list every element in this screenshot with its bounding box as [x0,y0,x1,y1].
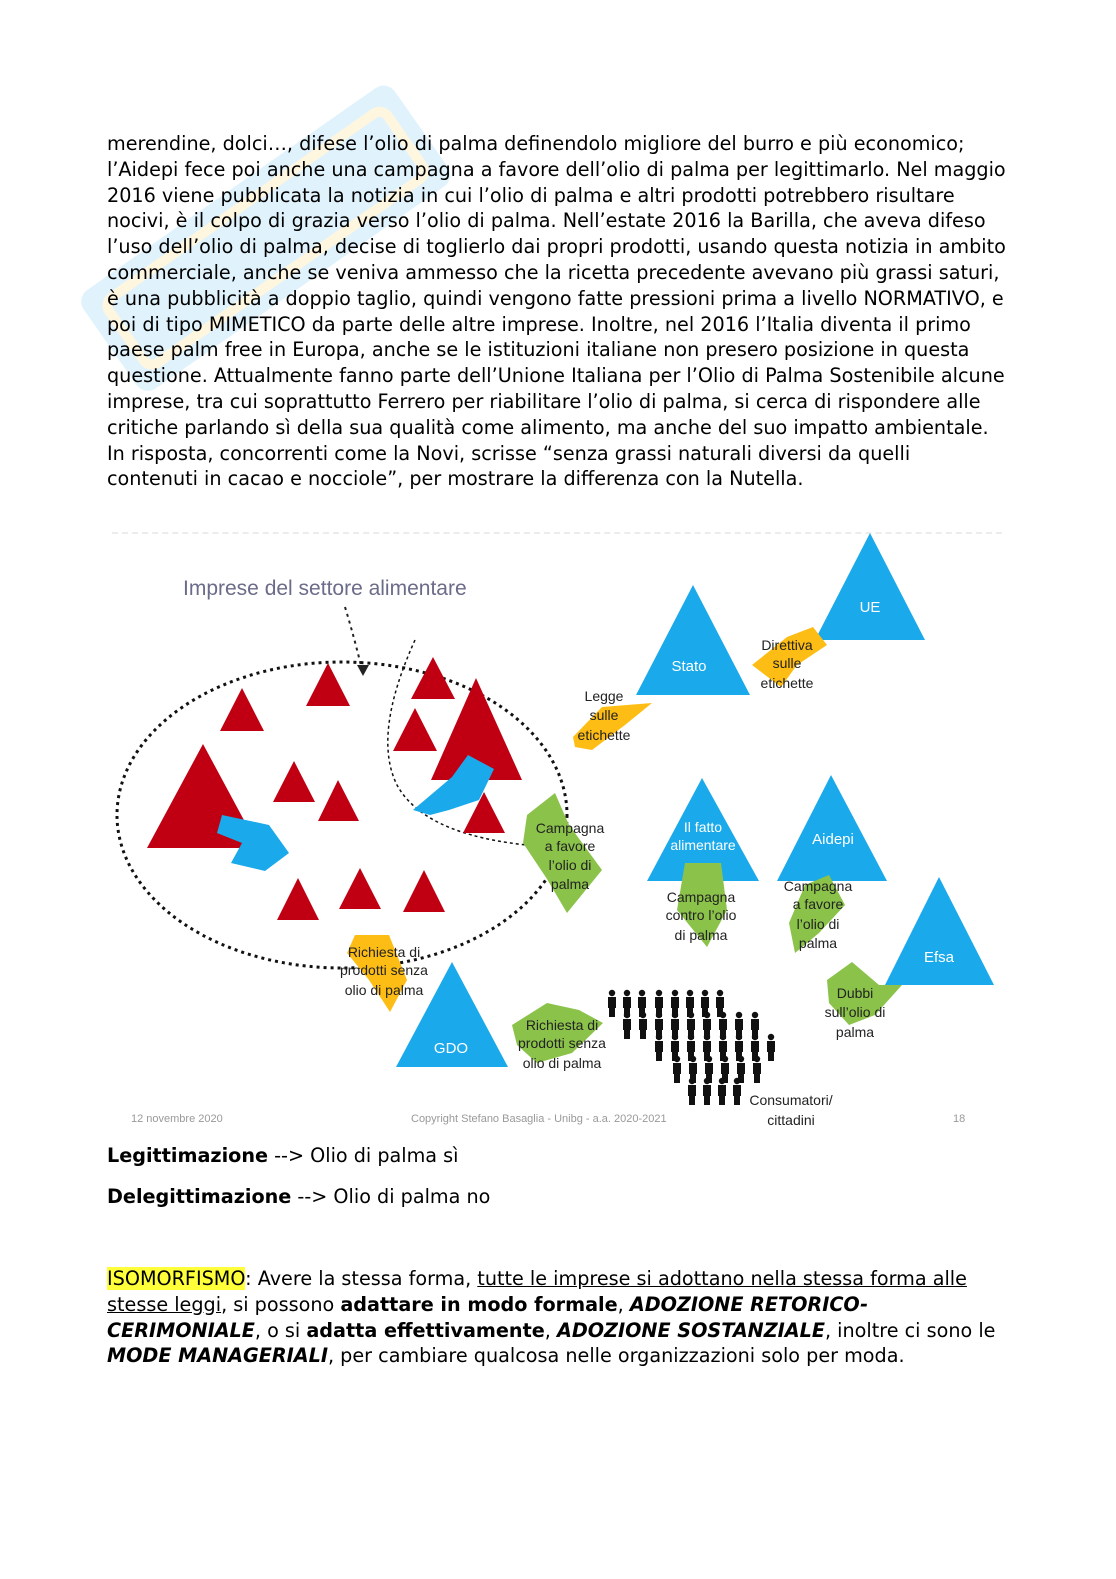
person-icon [718,1078,726,1105]
text-segment: , o si [254,1318,307,1342]
direttiva-label-2: sulle [772,655,802,671]
firm-triangle [393,708,437,751]
gdo-label: GDO [433,1040,469,1057]
firm-triangle [411,657,455,699]
dubbi-label-1: Dubbi [836,985,874,1001]
aidepi-triangle [777,775,887,881]
firm-triangle [318,780,359,821]
firm-triangle [403,870,445,912]
text-segment: , si possono [221,1292,341,1316]
bold-italic-retorico: ADOZIONE RETORICO-CERIMONIALE [107,1292,869,1342]
richiesta2-label-3: olio di palma [522,1055,602,1071]
firm-triangle [306,663,350,706]
campagna-favore-label-4: palma [550,876,590,892]
richiesta1-label-1: Richiesta di [347,944,421,960]
slide-footer-page: 18 [953,1113,966,1125]
consumers-crowd [608,990,775,1105]
bold-formal: adattare in modo formale [340,1292,618,1316]
underlined-definition: tutte le imprese si adottano nella stessa forma alle stesse leggi [107,1267,967,1316]
campagna-favore-label-3: l’olio di [548,857,592,873]
bold-italic-mode: MODE MANAGERIALI [107,1344,328,1368]
person-icon [608,990,616,1017]
stato-label: Stato [671,658,707,675]
campagna-contro-label-1: Campagna [666,889,736,905]
person-icon [753,1056,761,1083]
bold-effettivamente: adatta effettivamente [306,1318,545,1342]
richiesta1-label-2: prodotti senza [340,962,428,978]
text-segment: , [617,1292,630,1316]
legitimation-line [107,1143,459,1169]
campagna-contro-label-3: di palma [674,927,728,943]
campagna-favore2-label-3: l’olio di [796,916,840,932]
person-icon [688,1078,696,1105]
text-segment: , [544,1318,557,1342]
ue-label: UE [859,599,881,616]
isomorfismo-term: ISOMORFISMO [107,1267,246,1290]
campagna-favore-label-2: a favore [544,838,596,854]
richiesta2-label-2: prodotti senza [518,1035,606,1051]
firm-triangle [273,761,315,802]
efsa-label: Efsa [923,949,955,966]
paragraph-palm-oil: merendine, dolci…, difese l’olio di palma definendolo migliore del burro e più economico; l’Aidepi fece poi anche una campagna a favore dell’olio di palma per legittimarlo. Nel maggio 2016 viene pubblicata la notizia in cui l’olio di palma e altri prodotti potrebbero risultare nocivi, è il colpo di grazia verso l’olio di palma. Nell’estate 2016 la Barilla, che aveva difeso l’uso dell’olio di palma, decise di toglierlo dai propri prodotti, usando questa notizia in ambito commerciale, anche se veniva ammesso che la ricetta precedente avevano più grassi saturi, è una pubblicità a doppio taglio, quindi vengono fatte pressioni prima a livello NORMATIVO, e poi di tipo MIMETICO da parte delle altre imprese. Inoltre, nel 2016 l’Italia diventa il primo paese palm free in Europa, anche se le istituzioni italiane non presero posizione in questa questione. Attualmente fanno parte dell’Unione Italiana per l’Olio di Palma Sostenibile alcune imprese, tra cui soprattutto Ferrero per riabilitare l’olio di palma, si cerca di rispondere alle critiche parlando sì della sua qualità come alimento, ma anche del suo impatto ambientale. In risposta, concorrenti come la Novi, scrisse “senza grassi naturali diversi da quelli contenuti in cacao e nocciole”, per mostrare la differenza con la Nutella. [107,132,1006,491]
campagna-favore2-label-2: a favore [792,896,844,912]
dubbi-label-3: palma [835,1024,875,1040]
campagna-favore-label-1: Campagna [535,820,605,836]
campagna-contro-label-2: contro l’olio [665,907,737,923]
legge-label-2: sulle [589,707,619,723]
delegitimation-line [107,1184,490,1210]
slide-footer-copyright: Copyright Stefano Basaglia - Unibg - a.a. 2020-2021 [411,1113,667,1125]
person-icon [767,1034,775,1061]
firm-triangle [277,878,319,920]
person-icon [673,1056,681,1083]
direttiva-label-3: etichette [760,675,814,691]
richiesta1-label-3: olio di palma [344,982,424,998]
person-icon [655,1034,663,1061]
aidepi-label: Aidepi [812,831,854,848]
consumatori-label-2: cittadini [767,1112,815,1128]
person-icon [733,1078,741,1105]
text-segment: , inoltre ci sono le [824,1318,996,1342]
fatto-label-2: alimentare [670,837,736,853]
efsa-triangle [885,877,994,985]
richiesta2-label-1: Richiesta di [525,1017,599,1033]
direttiva-label-1: Direttiva [761,637,813,653]
dubbi-label-2: sull’olio di [824,1004,886,1020]
slide-footer-date: 12 novembre 2020 [131,1113,223,1125]
bold-italic-sostanziale: ADOZIONE SOSTANZIALE [556,1318,825,1342]
paragraph-isomorfismo [107,1266,1007,1369]
delegitimation-rest: --> Olio di palma no [291,1185,491,1208]
legitimation-term: Legittimazione [107,1144,269,1167]
legge-label-1: Legge [584,688,624,704]
person-icon [623,1012,631,1039]
green-arrow-richiesta-2 [512,1003,603,1063]
stato-triangle [636,585,750,695]
text-segment: , per cambiare qualcosa nelle organizzazioni solo per moda. [327,1344,905,1368]
fatto-label-1: Il fatto [683,819,723,835]
campagna-favore2-label-1: Campagna [783,878,853,894]
legitimation-rest: --> Olio di palma sì [268,1144,459,1167]
delegitimation-term: Delegittimazione [107,1185,292,1208]
firm-triangle [220,688,264,731]
firm-triangle [339,868,381,909]
ue-triangle [815,533,925,640]
consumatori-label-1: Consumatori/ [749,1092,833,1108]
person-icon [639,1012,647,1039]
diagram-slide [107,525,1007,1135]
legge-label-3: etichette [577,727,631,743]
campagna-favore2-label-4: palma [798,935,838,951]
text-segment: : Avere la stessa forma, [245,1267,478,1290]
title-pointer-head [357,665,369,676]
person-icon [703,1078,711,1105]
slide-title: Imprese del settore alimentare [183,577,467,600]
